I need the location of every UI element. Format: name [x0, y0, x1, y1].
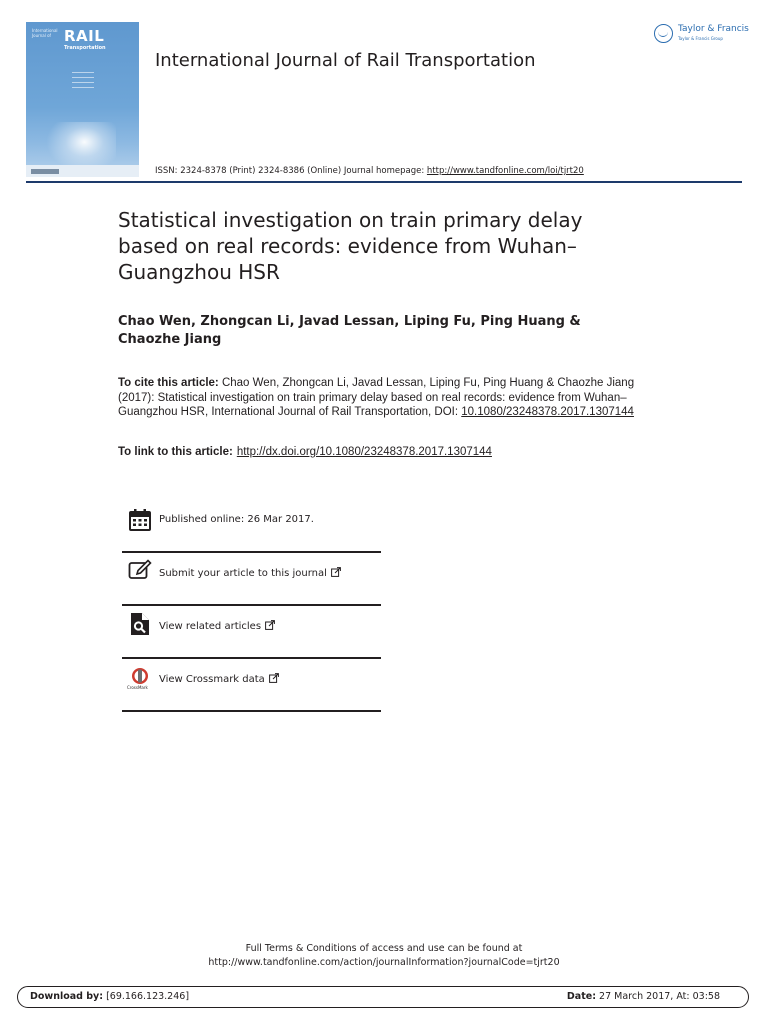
external-link-icon — [269, 673, 279, 683]
published-online-row — [122, 500, 381, 552]
crossmark-label: View Crossmark data — [159, 674, 265, 685]
issn-line — [155, 166, 584, 176]
related-articles-label: View related articles — [159, 621, 262, 632]
article-authors: Chao Wen, Zhongcan Li, Javad Lessan, Liping Fu, Ping Huang & Chaozhe Jiang — [118, 314, 581, 347]
cover-subtitle-word: Transportation — [64, 45, 106, 51]
download-by — [30, 991, 189, 1002]
article-link-label: To link to this article: — [118, 446, 233, 458]
download-info-bar — [17, 986, 749, 1008]
journal-cover-image[interactable] — [26, 22, 139, 177]
submit-article-link[interactable] — [159, 567, 341, 579]
crossmark-icon-caption: CrossMark — [127, 685, 148, 690]
document-search-icon — [128, 612, 152, 636]
article-link-line — [118, 446, 492, 458]
submit-article-row[interactable] — [122, 553, 381, 605]
cover-footer-stripe — [26, 165, 139, 177]
article-title: Statistical investigation on train primary delay based on real records: evidence from Wuhan–Guangzhou HSR — [118, 208, 583, 284]
cover-title-word: RAIL — [64, 27, 105, 45]
cover-publisher-logo — [31, 169, 59, 174]
crossmark-link[interactable] — [159, 673, 279, 685]
download-date-value: 27 March 2017, At: 03:58 — [596, 991, 720, 1002]
citation-doi-link[interactable]: 10.1080/23248378.2017.1307144 — [461, 406, 634, 418]
journal-title: International Journal of Rail Transportation — [155, 50, 536, 71]
journal-homepage-link[interactable]: http://www.tandfonline.com/loi/tjrt20 — [426, 166, 584, 176]
download-by-value: [69.166.123.246] — [103, 991, 190, 1002]
header-divider — [26, 181, 742, 183]
download-by-label: Download by: — [30, 991, 104, 1002]
terms-line-1: Full Terms & Conditions of access and use can be found at — [245, 943, 523, 954]
related-articles-link[interactable] — [159, 620, 275, 632]
cover-series-text: International Journal of — [32, 28, 58, 38]
article-doi-link[interactable]: http://dx.doi.org/10.1080/23248378.2017.1307144 — [236, 446, 492, 458]
publisher-group: Taylor & Francis Group — [678, 36, 723, 41]
calendar-icon — [128, 508, 152, 532]
related-articles-row[interactable] — [122, 606, 381, 658]
publisher-logo[interactable] — [654, 22, 754, 46]
submit-article-label: Submit your article to this journal — [159, 568, 327, 579]
citation-text: Chao Wen, Zhongcan Li, Javad Lessan, Liping Fu, Ping Huang & Chaozhe Jiang (2017): Statistical investigation on train primary delay based on real records: evidence from Wuhan–Guangzhou HSR, International Journal of Rail Transportation, DOI: — [118, 377, 635, 418]
terms-notice — [0, 942, 768, 970]
publisher-logo-icon — [654, 24, 673, 43]
download-date-label: Date: — [566, 991, 597, 1002]
cover-decoration — [72, 72, 94, 92]
citation-block — [118, 376, 658, 420]
publisher-name: Taylor & Francis — [678, 24, 749, 34]
citation-label: To cite this article: — [118, 377, 219, 389]
external-link-icon — [331, 567, 341, 577]
terms-line-2[interactable]: http://www.tandfonline.com/action/journalInformation?journalCode=tjrt20 — [208, 957, 560, 968]
download-date — [567, 991, 720, 1002]
edit-icon — [128, 559, 152, 583]
crossmark-row[interactable] — [122, 659, 381, 711]
issn-text: ISSN: 2324-8378 (Print) 2324-8386 (Online) Journal homepage: — [155, 166, 427, 176]
external-link-icon — [265, 620, 275, 630]
published-online-text: Published online: 26 Mar 2017. — [159, 514, 314, 525]
info-divider — [122, 710, 381, 712]
